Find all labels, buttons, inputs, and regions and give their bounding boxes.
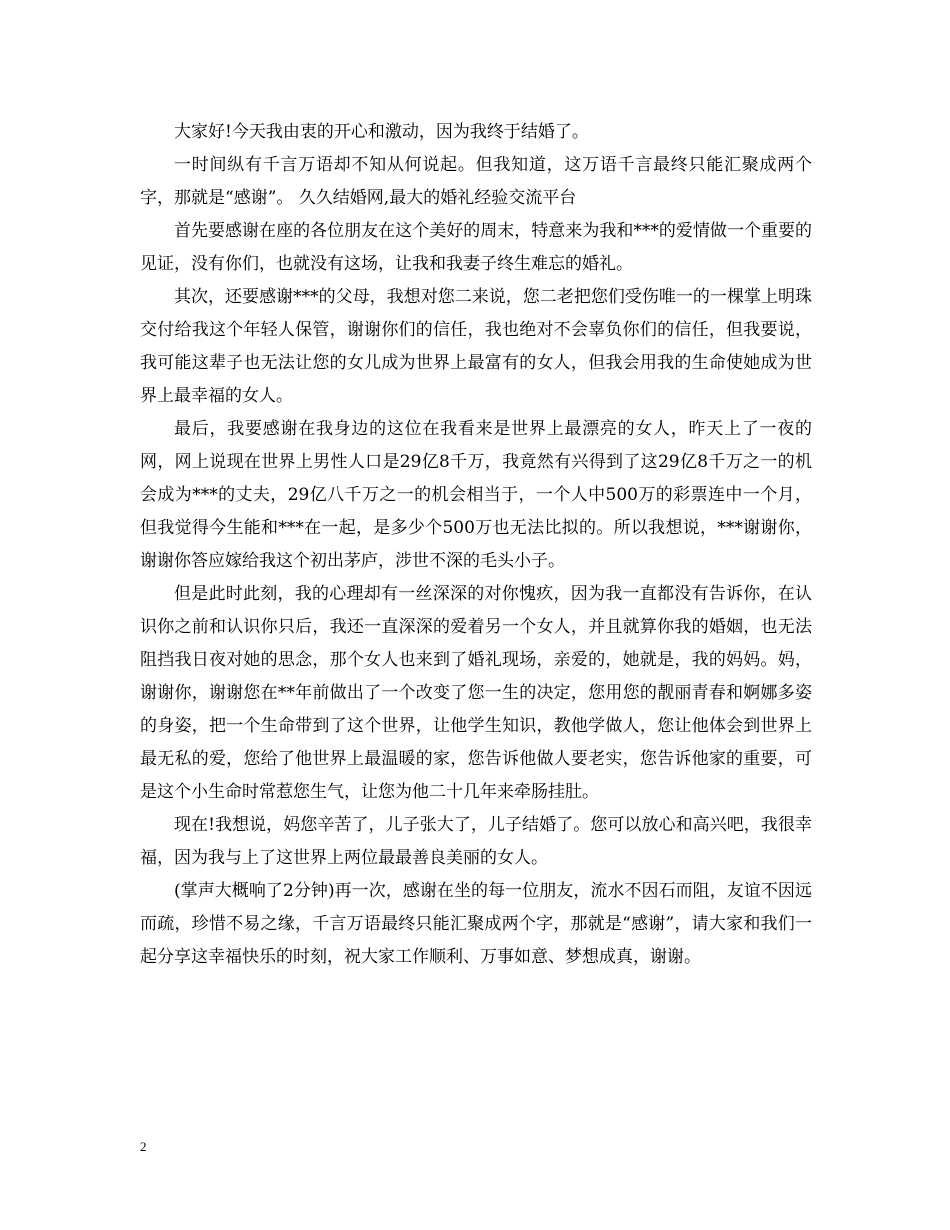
page-number: 2 [140, 1139, 147, 1154]
paragraph-thanks-bride: 最后，我要感谢在我身边的这位在我看来是世界上最漂亮的女人，昨天上了一夜的网，网上说现在世界上男性人口是29亿8千万，我竟然有兴得到了这29亿8千万之一的机会成为***的丈夫，29亿八千万之一的机会相当于，一个人中500万的彩票连中一个月，但我觉得今生能和***在一起，是多少个500万也无法比拟的。所以我想说，***谢谢你，谢谢你答应嫁给我这个初出茅庐，涉世不深的毛头小子。 [140, 419, 812, 571]
paragraph-thanks-friends: 首先要感谢在座的各位朋友在这个美好的周末，特意来为我和***的爱情做一个重要的见证，没有你们，也就没有这场，让我和我妻子终生难忘的婚礼。 [140, 221, 812, 274]
paragraph-thanks-intro: 一时间纵有千言万语却不知从何说起。但我知道，这万语千言最终只能汇聚成两个字，那就是“感谢”。 久久结婚网,最大的婚礼经验交流平台 [140, 155, 812, 208]
paragraph-greeting: 大家好!今天我由衷的开心和激动，因为我终于结婚了。 [174, 122, 589, 142]
paragraph-closing: (掌声大概响了2分钟)再一次，感谢在坐的每一位朋友，流水不因石而阻，友谊不因远而疏，珍惜不易之缘，千言万语最终只能汇聚成两个字，那就是“感谢”，请大家和我们一起分享这幸福快乐的时刻，祝大家工作顺利、万事如意、梦想成真，谢谢。 [140, 881, 812, 967]
paragraph-thanks-parents: 其次，还要感谢***的父母，我想对您二来说，您二老把您们受伤唯一的一棵掌上明珠交付给我这个年轻人保管，谢谢你们的信任，我也绝对不会辜负你们的信任，但我要说，我可能这辈子也无法让您的女儿成为世界上最富有的女人，但我会用我的生命使她成为世界上最幸福的女人。 [140, 287, 812, 406]
paragraph-message-to-mother: 现在!我想说，妈您辛苦了，儿子张大了，儿子结婚了。您可以放心和高兴吧，我很幸福，因为我与上了这世界上两位最最善良美丽的女人。 [140, 815, 812, 868]
paragraph-thanks-mother: 但是此时此刻，我的心理却有一丝深深的对你愧疚，因为我一直都没有告诉你，在认识你之前和认识你只后，我还一直深深的爱着另一个女人，并且就算你我的婚姻，也无法阻挡我日夜对她的思念，那个女人也来到了婚礼现场，亲爱的，她就是，我的妈妈。妈，谢谢你，谢谢您在**年前做出了一个改变了您一生的决定，您用您的靓丽青春和婀娜多姿的身姿，把一个生命带到了这个世界，让他学生知识，教他学做人，您让他体会到世界上最无私的爱，您给了他世界上最温暖的家，您告诉他做人要老实，您告诉他家的重要，可是这个小生命时常惹您生气，让您为他二十几年来牵肠挂肚。 [140, 584, 812, 802]
document-body [140, 116, 812, 974]
